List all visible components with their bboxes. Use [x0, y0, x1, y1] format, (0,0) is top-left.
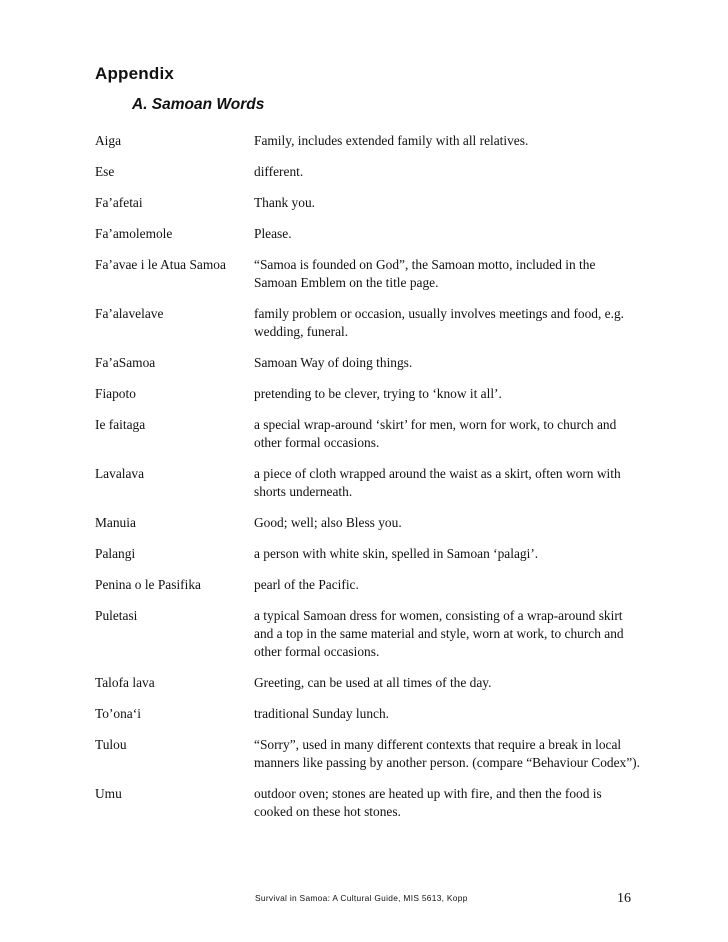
section-heading: A. Samoan Words [132, 96, 265, 113]
glossary-term: Tulou [95, 737, 127, 752]
appendix-heading: Appendix [95, 64, 175, 83]
glossary-entry [95, 305, 640, 341]
glossary-definition: Greeting, can be used at all times of the day. [254, 675, 492, 690]
glossary-definition: “Samoa is founded on God”, the Samoan motto, included in the Samoan Emblem on the title page. [254, 257, 596, 290]
page-number: 16 [617, 891, 631, 906]
glossary-entry [95, 163, 640, 181]
glossary-definition: a person with white skin, spelled in Samoan ‘palagi’. [254, 546, 539, 561]
glossary-definition: a special wrap-around ‘skirt’ for men, worn for work, to church and other formal occasions. [254, 417, 617, 450]
glossary-definition: Thank you. [254, 195, 315, 210]
glossary-term: Aiga [95, 133, 122, 148]
glossary-entry [95, 607, 640, 661]
glossary-term: Ese [95, 164, 115, 179]
glossary-definition: Family, includes extended family with all relatives. [254, 133, 529, 148]
glossary-entry [95, 354, 640, 372]
glossary-term: Lavalava [95, 466, 145, 481]
glossary-definition: Samoan Way of doing things. [254, 355, 413, 370]
glossary-entry [95, 514, 640, 532]
glossary-definition: a piece of cloth wrapped around the waist as a skirt, often worn with shorts underneath. [254, 466, 621, 499]
glossary-term: To’ona‘i [95, 706, 141, 721]
glossary-entry [95, 256, 640, 292]
glossary-definition: outdoor oven; stones are heated up with fire, and then the food is cooked on these hot stones. [254, 786, 602, 819]
glossary-definition: traditional Sunday lunch. [254, 706, 389, 721]
glossary-definition: a typical Samoan dress for women, consisting of a wrap-around skirt and a top in the same material and style, worn at work, to church and other formal occasions. [254, 608, 624, 659]
glossary-term: Fiapoto [95, 386, 136, 401]
footer-text: Survival in Samoa: A Cultural Guide, MIS 5613, Kopp [255, 893, 468, 903]
glossary-term: Fa’avae i le Atua Samoa [95, 257, 226, 272]
glossary-entry [95, 465, 640, 501]
glossary-term: Umu [95, 786, 122, 801]
glossary-definition: Please. [254, 226, 292, 241]
glossary-term: Penina o le Pasifika [95, 577, 201, 592]
glossary-entry [95, 225, 640, 243]
glossary-term: Ie faitaga [95, 417, 146, 432]
glossary-entry [95, 416, 640, 452]
glossary-entry [95, 385, 640, 403]
glossary-definition: Good; well; also Bless you. [254, 515, 402, 530]
glossary-entry [95, 545, 640, 563]
glossary-term: Puletasi [95, 608, 138, 623]
glossary-term: Fa’alavelave [95, 306, 164, 321]
glossary-definition: “Sorry”, used in many different contexts that require a break in local manners like passing by another person. (compare “Behaviour Codex”). [254, 737, 640, 770]
glossary-term: Manuia [95, 515, 136, 530]
glossary-entry [95, 705, 640, 723]
glossary-term: Fa’aSamoa [95, 355, 156, 370]
glossary-definition: family problem or occasion, usually involves meetings and food, e.g. wedding, funeral. [254, 306, 625, 339]
glossary-definition: pearl of the Pacific. [254, 577, 359, 592]
glossary-list [95, 132, 640, 834]
glossary-entry [95, 194, 640, 212]
glossary-definition: different. [254, 164, 304, 179]
glossary-entry [95, 132, 640, 150]
glossary-entry [95, 785, 640, 821]
glossary-term: Fa’amolemole [95, 226, 173, 241]
glossary-entry [95, 674, 640, 692]
glossary-entry [95, 736, 640, 772]
glossary-term: Talofa lava [95, 675, 155, 690]
glossary-term: Palangi [95, 546, 136, 561]
glossary-term: Fa’afetai [95, 195, 143, 210]
glossary-entry [95, 576, 640, 594]
glossary-definition: pretending to be clever, trying to ‘know it all’. [254, 386, 502, 401]
